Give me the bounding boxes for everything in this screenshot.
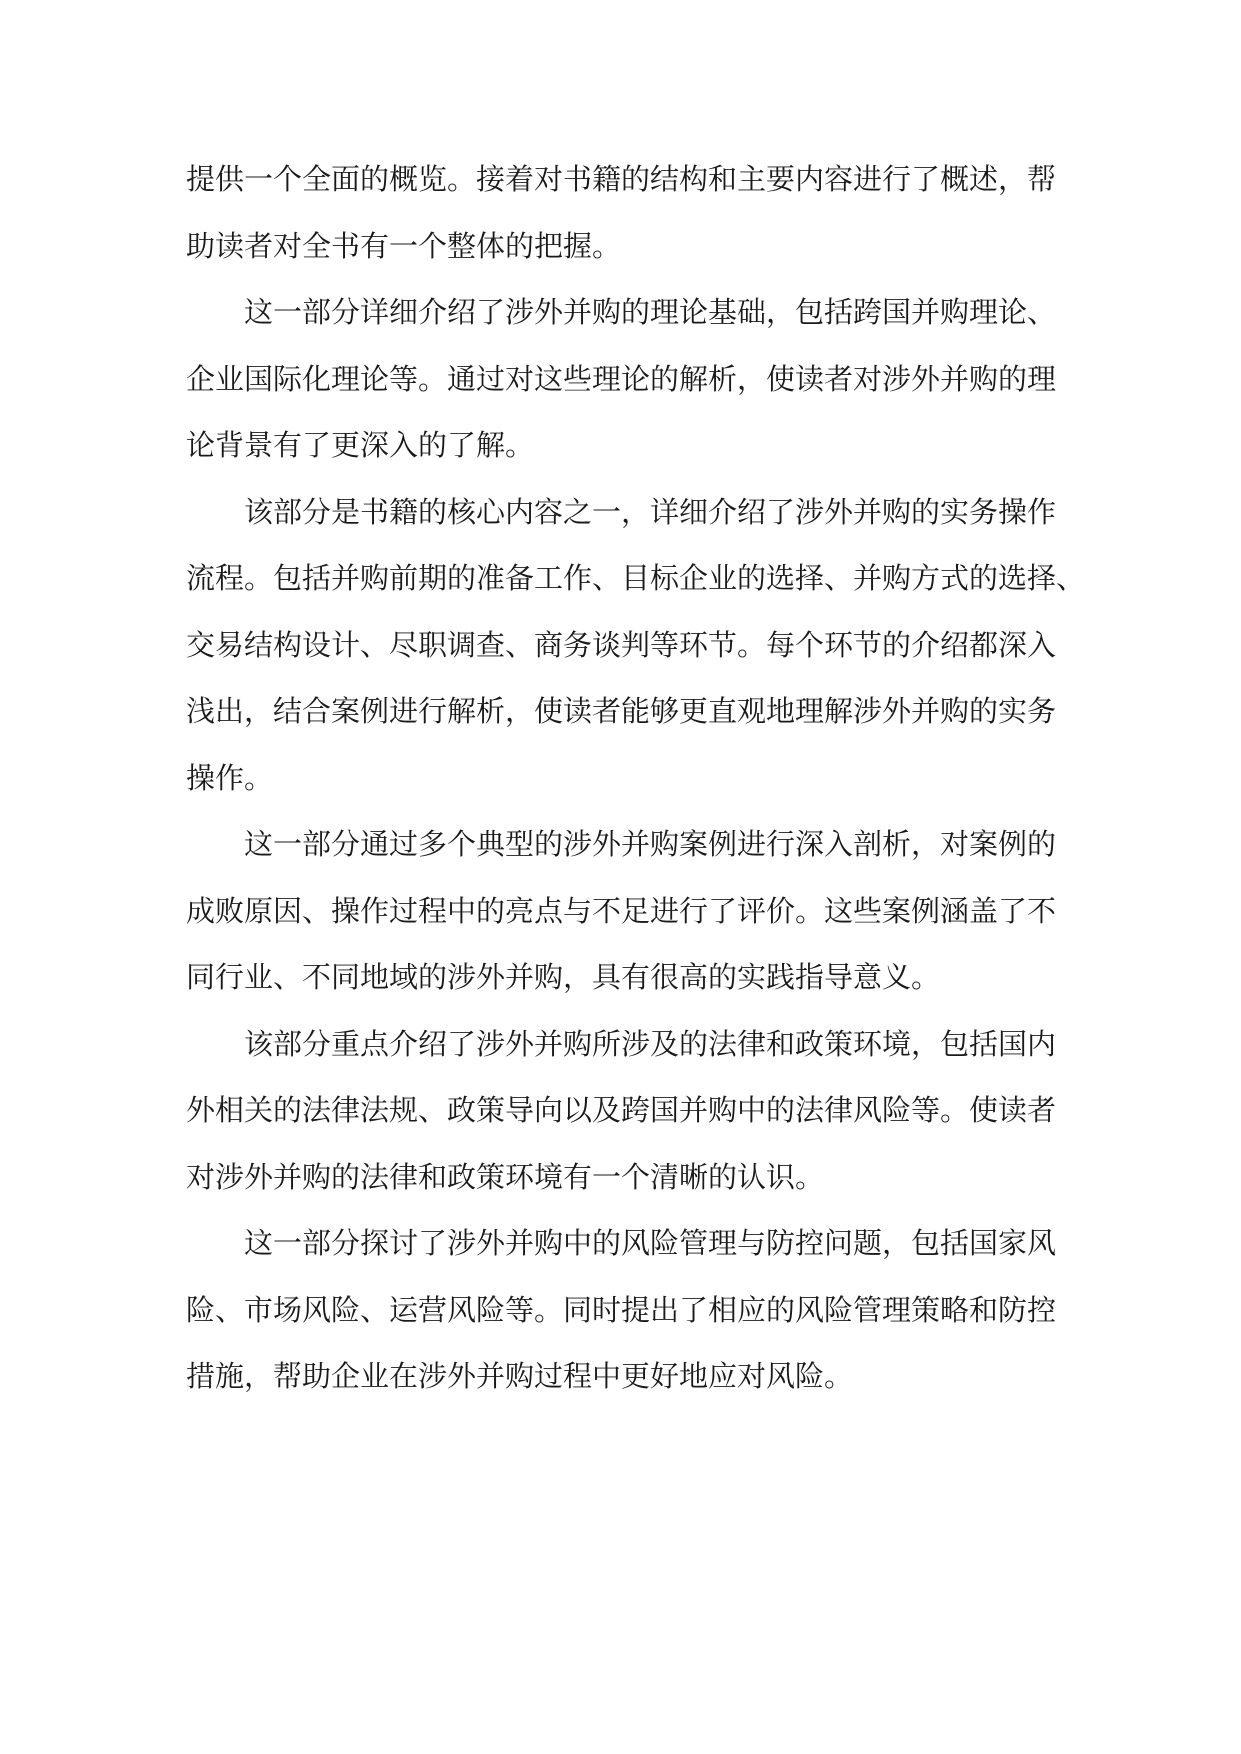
text-line: 外相关的法律法规、政策导向以及跨国并购中的法律风险等。使读者 [186,1093,1057,1127]
paragraph [186,146,1056,279]
text-line: 同行业、不同地域的涉外并购，具有很高的实践指导意义。 [186,960,941,994]
text-line: 论背景有了更深入的了解。 [186,428,535,462]
paragraph [186,279,1056,479]
text-line: 该部分重点介绍了涉外并购所涉及的法律和政策环境，包括国内 [244,1026,1057,1061]
text-line: 提供一个全面的概览。接着对书籍的结构和主要内容进行了概述，帮 [186,162,1057,196]
text-line: 这一部分详细介绍了涉外并购的理论基础，包括跨国并购理论、 [244,295,1057,329]
text-line: 措施，帮助企业在涉外并购过程中更好地应对风险。 [186,1359,854,1393]
text-line: 险、市场风险、运营风险等。同时提出了相应的风险管理策略和防控 [186,1292,1057,1327]
text-line: 交易结构设计、尽职调查、商务谈判等环节。每个环节的介绍都深入 [186,627,1057,662]
text-line: 对涉外并购的法律和政策环境有一个清晰的认识。 [186,1159,825,1194]
text-line: 成败原因、操作过程中的亮点与不足进行了评价。这些案例涵盖了不 [186,893,1057,928]
paragraph [186,479,1086,812]
text-line: 这一部分探讨了涉外并购中的风险管理与防控问题，包括国家风 [244,1226,1057,1260]
text-line: 助读者对全书有一个整体的把握。 [186,228,622,263]
document-body [186,146,1086,1410]
paragraph [186,1210,1056,1410]
text-line: 这一部分通过多个典型的涉外并购案例进行深入剖析，对案例的 [244,827,1057,861]
text-line: 操作。 [186,760,274,795]
paragraph [186,811,1056,1011]
text-line: 企业国际化理论等。通过对这些理论的解析，使读者对涉外并购的理 [186,361,1057,396]
text-line: 浅出，结合案例进行解析，使读者能够更直观地理解涉外并购的实务 [186,694,1057,728]
paragraph [186,1011,1056,1211]
text-line: 该部分是书籍的核心内容之一，详细介绍了涉外并购的实务操作 [244,494,1057,529]
text-line: 流程。包括并购前期的准备工作、目标企业的选择、并购方式的选择、 [186,561,1086,595]
